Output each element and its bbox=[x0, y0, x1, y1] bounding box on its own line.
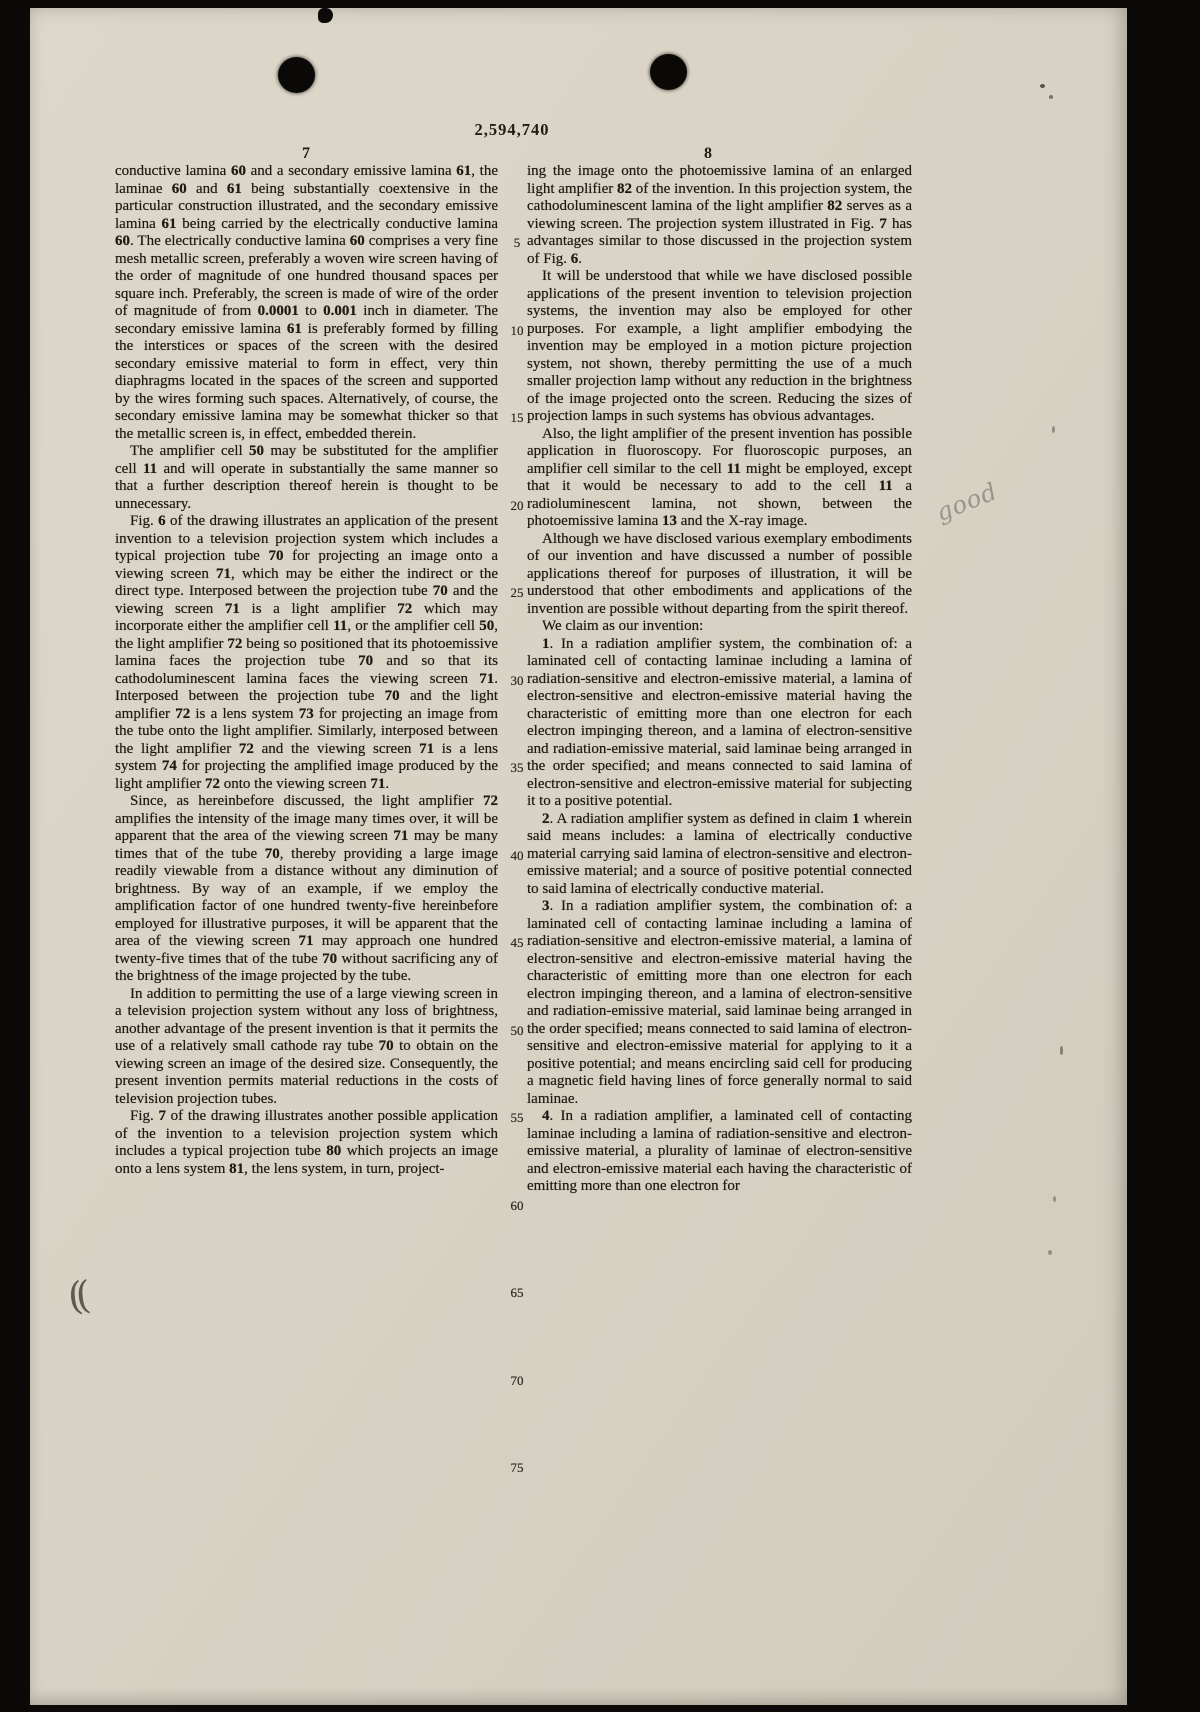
scan-speck bbox=[1049, 95, 1053, 99]
patent-number: 2,594,740 bbox=[474, 120, 550, 139]
paragraph: Fig. 7 of the drawing illustrates another possible application of the invention to a television projection system which includes a typical projection tube 80 which projects an image onto a lens system 81, the lens system, in turn, project- bbox=[115, 1108, 498, 1177]
paragraph: It will be understood that while we have disclosed possible applications of the present invention to television projection systems, the invention may also be employed for other purposes. For example, a light amplifier embodying the invention may be employed in a motion picture projection system, not shown, thereby permitting the use of a much smaller projection lamp without any reduction in the brightness of the image projected onto the screen. Reducing the sizes of projection lamps in such systems has obvious advantages. bbox=[527, 268, 912, 424]
paragraph: Although we have disclosed various exemplary embodiments of our invention and have discussed a number of possible applications thereof for purposes of illustration, it will be understood that other embodiments and applications of the invention are possible without departing from the spirit thereof. bbox=[527, 530, 912, 617]
paragraph: The amplifier cell 50 may be substituted for the amplifier cell 11 and will operate in substantially the same manner so that a further description thereof herein is thought to be unnecessary. bbox=[115, 443, 499, 512]
gutter-line-number: 50 bbox=[510, 1022, 524, 1038]
scan-speck bbox=[1048, 1250, 1052, 1255]
paragraph: 2. A radiation amplifier system as defined in claim 1 wherein said means includes: a lamina of electrically conductive material carrying said lamina of electron-sensitive and electron-emissive material; and a source of positive potential connected to said lamina of electrically conductive material. bbox=[527, 810, 913, 897]
scan-speck bbox=[1053, 1196, 1056, 1202]
pencil-mark: (( bbox=[65, 1273, 86, 1319]
gutter-line-number: 40 bbox=[510, 847, 524, 863]
punch-hole-right bbox=[650, 54, 687, 90]
scan-speck bbox=[1060, 1046, 1063, 1055]
paragraph: ing the image onto the photoemissive lamina of an enlarged light amplifier 82 of the invention. In this projection system, the cathodoluminescent lamina of the light amplifier 82 serves as a viewing screen. The projection system illustrated in Fig. 7 has advantages similar to those discussed in the projection system of Fig. 6. bbox=[527, 163, 913, 267]
gutter-line-number: 65 bbox=[510, 1285, 524, 1300]
paragraph: 4. In a radiation amplifier, a laminated cell of contacting laminae including a lamina of radiation-sensitive and electron-emissive material, a plurality of laminae of electron-sensitive and electron-emissive material each having the characteristic of emitting more than one electron for bbox=[527, 1108, 912, 1194]
gutter-line-number: 5 bbox=[513, 235, 521, 250]
paragraph: conductive lamina 60 and a secondary emissive lamina 61, the laminae 60 and 61 being substantially coextensive in the particular construction illustrated, and the secondary emissive lamina 61 being carried by the electrically conductive lamina 60. The electrically conductive lamina 60 comprises a very fine mesh metallic screen, preferably a woven wire screen having of the order of magnitude of one hundred thousand spaces per square inch. Preferably, the screen is made of wire of the order of magnitude of from 0.0001 to 0.001 inch in diameter. The secondary emissive lamina 61 is preferably formed by filling the interstices or spaces of the screen with the desired secondary emissive material to form in effect, very thin diaphragms located in the spaces of the screen and supported by the wires forming such spaces. Alternatively, of course, the secondary emissive lamina may be somewhat thicker so that the metallic screen is, in effect, embedded therein. bbox=[115, 163, 499, 442]
paragraph: Since, as hereinbefore discussed, the light amplifier 72 amplifies the intensity of the image many times over, it will be apparent that the area of the viewing screen 71 may be many times that of the tube 70, thereby providing a large image readily viewable from a distance without any diminution of brightness. By way of an example, if we employ the amplification factor of one hundred twenty-five hereinbefore employed for illustrative purposes, it will be apparent that the area of the viewing screen 71 may approach one hundred twenty-five times that of the tube 70 without sacrificing any of the brightness of the image projected by the tube. bbox=[115, 793, 499, 984]
gutter-line-number: 20 bbox=[510, 497, 524, 513]
scan-speck bbox=[1040, 84, 1045, 88]
scan-speck bbox=[1052, 426, 1055, 433]
gutter-line-number: 45 bbox=[510, 935, 524, 950]
paragraph: 1. In a radiation amplifier system, the combination of: a laminated cell of contacting laminae including a lamina of radiation-sensitive and electron-emissive material, a lamina of electron-sensitive and electron-emissive material having the characteristic of emitting more than one electron for each electron impinging thereon, and a lamina of electron-sensitive and radiation-emissive material, said laminae being arranged in the order specified; and means connected to said lamina of electron-sensitive and electron-emissive material for subjecting it to a positive potential. bbox=[527, 635, 912, 809]
gutter-line-number: 15 bbox=[510, 410, 524, 425]
gutter-line-number: 55 bbox=[510, 1110, 524, 1125]
patent-page bbox=[30, 8, 1127, 1705]
paragraph: Fig. 6 of the drawing illustrates an application of the present invention to a television projection system which includes a typical projection tube 70 for projecting an image onto a viewing screen 71, which may be either the indirect or the direct type. Interposed between the projection tube 70 and the viewing screen 71 is a light amplifier 72 which may incorporate either the amplifier cell 11, or the amplifier cell 50, the light amplifier 72 being so positioned that its photoemissive lamina faces the projection tube 70 and so that its cathodoluminescent lamina faces the viewing screen 71. Interposed between the projection tube 70 and the light amplifier 72 is a lens system 73 for projecting an image from the tube onto the light amplifier. Similarly, interposed between the light amplifier 72 and the viewing screen 71 is a lens system 74 for projecting the amplified image produced by the light amplifier 72 onto the viewing screen 71. bbox=[115, 513, 499, 792]
line-number-gutter bbox=[501, 163, 533, 1493]
gutter-line-number: 30 bbox=[510, 672, 524, 688]
paragraph: We claim as our invention: bbox=[542, 618, 704, 634]
paragraph: In addition to permitting the use of a large viewing screen in a television projection system without any loss of brightness, another advantage of the present invention is that it permits the use of a relatively small cathode ray tube 70 to obtain on the viewing screen an image of the desired size. Consequently, the present invention permits material reductions in the costs of television projection tubes. bbox=[115, 985, 498, 1107]
paragraph: 3. In a radiation amplifier system, the combination of: a laminated cell of contacting laminae including a lamina of radiation-sensitive and electron-emissive material, a lamina of electron-sensitive and electron-emissive material having the characteristic of emitting more than one electron for each electron impinging thereon, and a lamina of electron-sensitive and radiation-emissive material, said laminae being arranged in the order specified; means connected to said lamina of electron-sensitive and electron-emissive material for applying to it a positive potential; and means encircling said cell for producing a magnetic field having lines of force generally normal to said laminae. bbox=[527, 898, 912, 1107]
page-number-right: 8 bbox=[704, 145, 712, 162]
left-column-text bbox=[115, 163, 498, 1178]
gutter-line-number: 60 bbox=[510, 1197, 524, 1213]
gutter-line-number: 10 bbox=[510, 322, 524, 338]
scan-artifact bbox=[318, 8, 333, 23]
page-number-left: 7 bbox=[302, 145, 310, 162]
handwritten-margin-note: good bbox=[932, 477, 1002, 527]
punch-hole-left bbox=[278, 57, 315, 93]
gutter-line-number: 25 bbox=[510, 585, 524, 600]
gutter-line-number: 70 bbox=[510, 1372, 524, 1388]
gutter-line-number: 75 bbox=[510, 1460, 524, 1475]
right-column-text bbox=[527, 163, 912, 1196]
paragraph: Also, the light amplifier of the present invention has possible application in fluoroscopy. For fluoroscopic purposes, an amplifier cell similar to the cell 11 might be employed, except that it would be necessary to add to the cell 11 a radioluminescent lamina, not shown, between the photoemissive lamina 13 and the X-ray image. bbox=[527, 425, 912, 529]
gutter-line-number: 35 bbox=[510, 760, 524, 775]
